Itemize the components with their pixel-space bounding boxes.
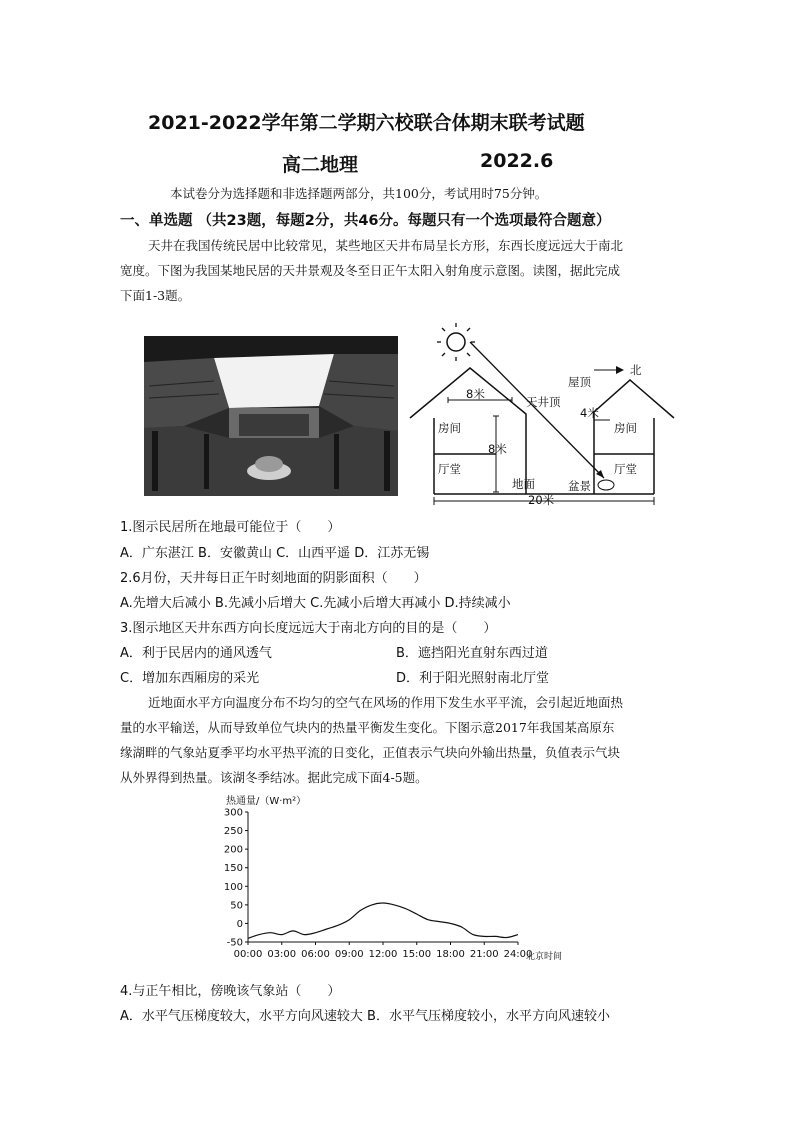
chart-y-tick-label: 200 (223, 844, 243, 856)
passage2-line2: 量的水平输送，从而导致单位气块内的热量平衡发生变化。下图示意2017年我国某高原东 (120, 720, 615, 735)
chart-y-tick-label: 50 (230, 900, 243, 912)
chart-x-tick-label: 18:00 (436, 949, 465, 960)
courtyard-section-diagram (408, 320, 684, 510)
q1-stem: 1.图示民居所在地最可能位于（ ） (120, 520, 341, 535)
chart-y-tick-label: 300 (223, 807, 243, 819)
chart-y-tick-label: -50 (226, 937, 243, 949)
courtyard-photo (144, 336, 398, 496)
chart-y-tick-label: 150 (223, 863, 243, 875)
chart-y-tick-label: 0 (236, 918, 243, 930)
passage1-line1: 天井在我国传统民居中比较常见，某些地区天井布局呈长方形，东西长度远远大于南北 (148, 238, 624, 253)
passage1-line3: 下面1-3题。 (120, 288, 191, 303)
chart-series-line (248, 903, 518, 938)
chart-x-tick-label: 03:00 (267, 949, 297, 960)
chart-y-tick-label: 250 (223, 826, 243, 838)
exam-date: 2022.6 (480, 150, 554, 172)
label-hall-left: 厅堂 (438, 462, 461, 476)
chart-x-tick-label: 00:00 (233, 949, 263, 960)
chart-x-tick-label: 09:00 (334, 949, 364, 960)
label-north: 北 (630, 363, 642, 377)
chart-y-tick-label: 100 (223, 881, 243, 893)
chart-x-tick-label: 21:00 (469, 949, 499, 960)
pot-icon (598, 480, 614, 490)
q3-stem: 3.图示地区天井东西方向长度远远大于南北方向的目的是（ ） (120, 621, 497, 636)
q3-option-a: A．利于民居内的通风透气 (120, 646, 272, 661)
chart-xlabel: 北京时间 (526, 952, 563, 962)
passage1-line2: 宽度。下图为我国某地民居的天井景观及冬至日正午太阳入射角度示意图。读图，据此完成 (120, 263, 621, 278)
chart-ylabel: 热通量/（W·m²） (226, 796, 307, 807)
label-room-right: 房间 (614, 421, 637, 435)
label-height-8m: 8米 (488, 442, 507, 456)
passage2-line1: 近地面水平方向温度分布不均匀的空气在风场的作用下发生水平平流，会引起近地面热 (148, 695, 624, 710)
q2-options: A.先增大后减小 B.先减小后增大 C.先减小后增大再减小 D.持续减小 (120, 596, 511, 611)
subject-label: 高二地理 (282, 154, 359, 176)
courtyard-photo-drawing (144, 336, 398, 496)
label-roof: 屋顶 (568, 375, 591, 389)
label-hall-right: 厅堂 (614, 462, 637, 476)
q3-option-b: B．遮挡阳光直射东西过道 (396, 646, 548, 661)
heat-flux-chart (200, 790, 580, 970)
exam-note: 本试卷分为选择题和非选择题两部分，共100分，考试用时75分钟。 (170, 186, 548, 201)
label-pot: 盆景 (568, 479, 591, 493)
q1-options: A．广东湛江 B．安徽黄山 C．山西平遥 D．江苏无锡 (120, 546, 430, 561)
exam-title: 2021-2022学年第二学期六校联合体期末联考试题 (148, 112, 585, 134)
chart-x-tick-label: 06:00 (301, 949, 330, 960)
q3-option-d: D．利于阳光照射南北厅堂 (396, 671, 550, 686)
q3-option-c: C．增加东西厢房的采光 (120, 671, 260, 686)
q4-options: A．水平气压梯度较大，水平方向风速较大 B．水平气压梯度较小，水平方向风速较小 (120, 1009, 610, 1024)
passage2-line3: 缘湖畔的气象站夏季平均水平热平流的日变化，正值表示气块向外输出热量，负值表示气块 (120, 745, 621, 760)
label-room-left: 房间 (438, 421, 461, 435)
q2-stem: 2.6月份，天井每日正午时刻地面的阴影面积（ ） (120, 571, 427, 586)
label-width-20m: 20米 (528, 493, 555, 507)
label-width-4m: 4米 (580, 406, 599, 420)
passage2-line4: 从外界得到热量。该湖冬季结冰。据此完成下面4-5题。 (120, 770, 428, 785)
sun-icon (437, 323, 475, 361)
label-width-8m: 8米 (466, 387, 485, 401)
chart-x-tick-label: 15:00 (402, 949, 432, 960)
label-ground: 地面 (512, 477, 535, 491)
section-heading: 一、单选题 （共23题，每题2分，共46分。每题只有一个选项最符合题意） (120, 213, 611, 229)
label-skylight-top: 天井顶 (526, 395, 561, 409)
chart-x-tick-label: 12:00 (368, 949, 398, 960)
q4-stem: 4.与正午相比，傍晚该气象站（ ） (120, 984, 341, 999)
chart-x-tick-label: 24:00 (503, 949, 533, 960)
